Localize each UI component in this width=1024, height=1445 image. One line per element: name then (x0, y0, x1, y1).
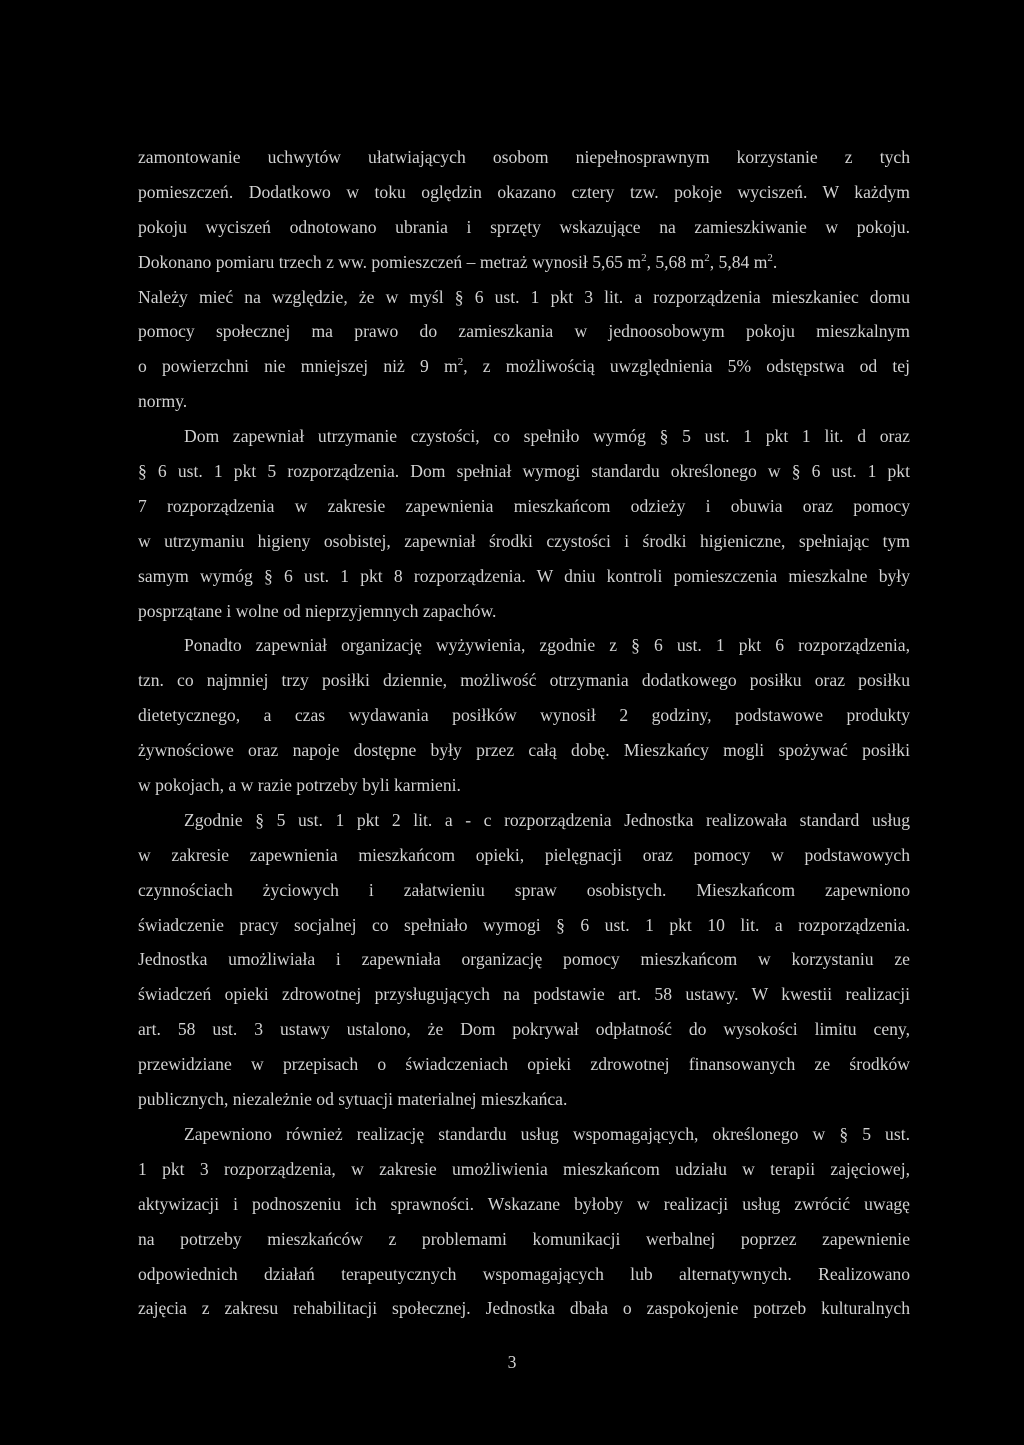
text-line: zamontowanie uchwytów ułatwiających osobom niepełnosprawnym korzystanie z tych (138, 147, 910, 167)
text-line: w utrzymaniu higieny osobistej, zapewniał środki czystości i środki higieniczne, spełniając tym (138, 530, 910, 551)
text-line: na potrzeby mieszkańców z problemami komunikacji werbalnej poprzez zapewnienie (138, 1228, 910, 1249)
text-line: tzn. co najmniej trzy posiłki dziennie, możliwość otrzymania dodatkowego posiłku oraz posiłku (138, 670, 910, 691)
text-line: aktywizacji i podnoszeniu ich sprawności. Wskazane byłoby w realizacji usług zwrócić uwagę (138, 1193, 910, 1214)
text-line: odpowiednich działań terapeutycznych wspomagających lub alternatywnych. Realizowano (138, 1263, 910, 1284)
text-line: 7 rozporządzenia w zakresie zapewnienia mieszkańcom odzieży i obuwia oraz pomocy (138, 495, 910, 516)
text-line: żywnościowe oraz napoje dostępne były przez całą dobę. Mieszkańcy mogli spożywać posiłki (138, 740, 910, 761)
text-line: o powierzchni nie mniejszej niż 9 $m^2$, z możliwością uwzględnienia 5% odstępstwa od tej (138, 356, 910, 377)
text-line: Zgodnie § 5 ust. 1 pkt 2 lit. a - c rozporządzenia Jednostka realizowała standard usług (184, 809, 910, 830)
text-line: przewidziane w przepisach o świadczeniach opieki zdrowotnej finansowanych ze środków (138, 1054, 910, 1075)
text-line: pokoju wyciszeń odnotowano ubrania i sprzęty wskazujące na zamieszkiwanie w pokoju. (138, 216, 910, 237)
text-line: 1 pkt 3 rozporządzenia, w zakresie umożliwienia mieszkańcom udziału w terapii zajęciowej, (138, 1158, 910, 1179)
text-line: w zakresie zapewnienia mieszkańcom opieki, pielęgnacji oraz pomocy w podstawowych (138, 844, 910, 865)
text-line: w pokojach, a w razie potrzeby byli karmieni. (138, 775, 461, 796)
text-line: Dom zapewniał utrzymanie czystości, co spełniło wymóg § 5 ust. 1 pkt 1 lit. d oraz (184, 426, 910, 447)
document-body (138, 140, 910, 1326)
text-line: Ponadto zapewniał organizację wyżywienia, zgodnie z § 6 ust. 1 pkt 6 rozporządzenia, (184, 635, 910, 656)
text-line: Zapewniono również realizację standardu usług wspomagających, określonego w § 5 ust. (184, 1123, 910, 1144)
text-line: Dokonano pomiaru trzech z ww. pomieszczeń – metraż wynosił 5,65 $m^2$, 5,68 $m^2$, 5,84 $m^2$. (138, 251, 778, 272)
text-line: § 6 ust. 1 pkt 5 rozporządzenia. Dom spełniał wymogi standardu określonego w § 6 ust. 1 pkt (138, 461, 910, 482)
text-line: dietetycznego, a czas wydawania posiłków wynosił 2 godziny, podstawowe produkty (138, 705, 910, 726)
text-line: samym wymóg § 6 ust. 1 pkt 8 rozporządzenia. W dniu kontroli pomieszczenia mieszkalne były (138, 565, 910, 586)
text-line: pomocy społecznej ma prawo do zamieszkania w jednoosobowym pokoju mieszkalnym (138, 321, 910, 342)
text-line: zajęcia z zakresu rehabilitacji społecznej. Jednostka dbała o zaspokojenie potrzeb kulturalnych (138, 1298, 910, 1319)
text-line: art. 58 ust. 3 ustawy ustalono, że Dom pokrywał odpłatność do wysokości limitu ceny, (138, 1019, 910, 1040)
text-line: świadczenie pracy socjalnej co spełniało wymogi § 6 ust. 1 pkt 10 lit. a rozporządzenia. (138, 914, 910, 935)
text-line: publicznych, niezależnie od sytuacji materialnej mieszkańca. (138, 1089, 568, 1110)
text-line: Jednostka umożliwiała i zapewniała organizację pomocy mieszkańcom w korzystaniu ze (138, 949, 910, 970)
text-line: czynnościach życiowych i załatwieniu spraw osobistych. Mieszkańcom zapewniono (138, 879, 910, 900)
text-line: Należy mieć na względzie, że w myśl § 6 ust. 1 pkt 3 lit. a rozporządzenia mieszkaniec domu (138, 286, 910, 307)
page-number: 3 (507, 1352, 517, 1372)
text-line: świadczeń opieki zdrowotnej przysługujących na podstawie art. 58 ustawy. W kwestii realizacji (138, 984, 910, 1005)
text-line: pomieszczeń. Dodatkowo w toku oględzin okazano cztery tzw. pokoje wyciszeń. W każdym (138, 181, 910, 202)
text-line: posprzątane i wolne od nieprzyjemnych zapachów. (138, 600, 497, 621)
text-line: normy. (138, 391, 188, 412)
